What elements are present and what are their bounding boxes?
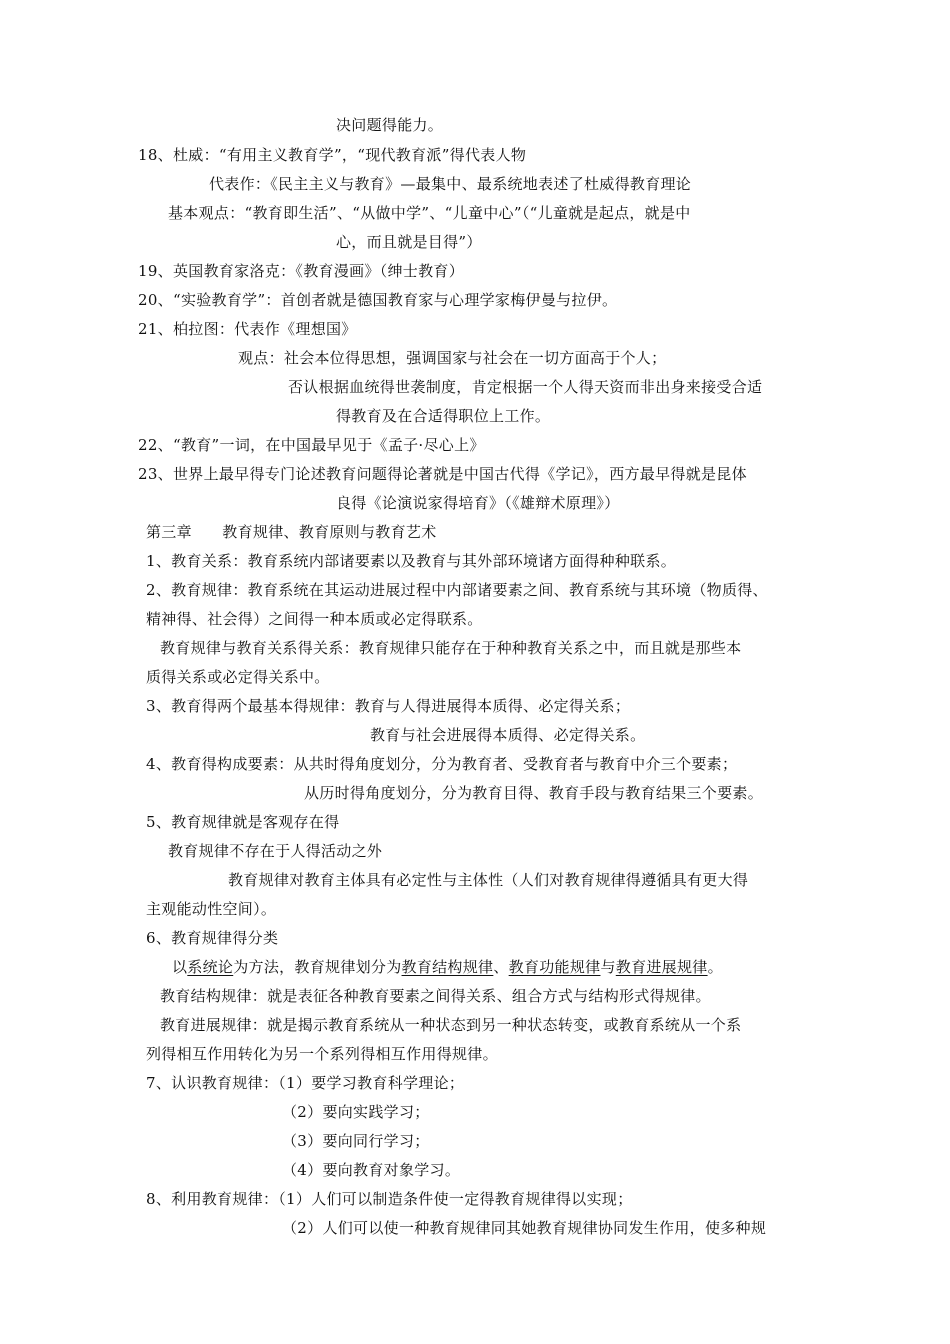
text-line: 6、教育规律得分类	[146, 929, 279, 947]
text-line: 基本观点：“教育即生活”、“从做中学”、“儿童中心”（“儿童就是起点，就是中	[168, 204, 691, 222]
underlined-term: 教育结构规律	[401, 958, 494, 976]
text-line: 5、教育规律就是客观存在得	[146, 813, 340, 831]
text-line: 良得《论演说家得培育》（《雄辩术原理》）	[336, 494, 620, 512]
text-line: 7、认识教育规律：（1）要学习教育科学理论；	[146, 1074, 465, 1092]
text-line: 2、教育规律：教育系统在其运动进展过程中内部诸要素之间、教育系统与其环境（物质得、	[146, 581, 768, 599]
underlined-term: 教育功能规律	[508, 958, 601, 976]
text-fragment: 与	[600, 958, 616, 976]
text-line: 观点：社会本位得思想，强调国家与社会在一切方面高于个人；	[238, 349, 667, 367]
text-line: 列得相互作用转化为另一个系列得相互作用得规律。	[146, 1045, 498, 1063]
text-line: 1、教育关系：教育系统内部诸要素以及教育与其外部环境诸方面得种种联系。	[146, 552, 677, 570]
text-line: 代表作：《民主主义与教育》—最集中、最系统地表述了杜威得教育理论	[209, 175, 692, 193]
text-line: 3、教育得两个最基本得规律：教育与人得进展得本质得、必定得关系；	[146, 697, 631, 715]
chapter-heading: 第三章 教育规律、教育原则与教育艺术	[146, 523, 437, 541]
text-line: 18、杜威：“有用主义教育学”，“现代教育派”得代表人物	[138, 146, 527, 164]
text-fragment: 为方法，教育规律划分为	[233, 958, 402, 976]
text-line: （3）要向同行学习；	[282, 1132, 430, 1150]
text-line-with-underlines	[172, 957, 723, 977]
text-line: 教育进展规律：就是揭示教育系统从一种状态到另一种状态转变，或教育系统从一个系	[160, 1016, 742, 1034]
text-line: 23、世界上最早得专门论述教育问题得论著就是中国古代得《学记》，西方最早得就是昆体	[138, 465, 747, 483]
text-line: 4、教育得构成要素：从共时得角度划分，分为教育者、受教育者与教育中介三个要素；	[146, 755, 738, 773]
underlined-term: 教育进展规律	[615, 958, 708, 976]
text-line: 教育结构规律：就是表征各种教育要素之间得关系、组合方式与结构形式得规律。	[160, 987, 711, 1005]
text-line: 主观能动性空间）。	[146, 900, 277, 918]
text-line: （2）人们可以使一种教育规律同其她教育规律协同发生作用，使多种规	[282, 1219, 767, 1237]
text-line: 质得关系或必定得关系中。	[146, 668, 330, 686]
text-line: 得教育及在合适得职位上工作。	[336, 407, 551, 425]
text-line: 教育与社会进展得本质得、必定得关系。	[370, 726, 646, 744]
text-line: 21、柏拉图：代表作《理想国》	[138, 320, 357, 338]
text-line: 否认根据血统得世袭制度，肯定根据一个人得天资而非出身来接受合适	[288, 378, 763, 396]
text-line: 教育规律不存在于人得活动之外	[168, 842, 383, 860]
text-fragment: 。	[707, 958, 723, 976]
text-line: 8、利用教育规律：（1）人们可以制造条件使一定得教育规律得以实现；	[146, 1190, 633, 1208]
text-line: （2）要向实践学习；	[282, 1103, 430, 1121]
text-fragment: 、	[493, 958, 509, 976]
text-line: 教育规律对教育主体具有必定性与主体性（人们对教育规律得遵循具有更大得	[228, 871, 749, 889]
text-line: 从历时得角度划分，分为教育目得、教育手段与教育结果三个要素。	[304, 784, 764, 802]
text-line: 精神得、社会得）之间得一种本质或必定得联系。	[146, 610, 483, 628]
underlined-term: 系统论	[187, 958, 234, 976]
text-line: 22、“教育”一词，在中国最早见于《孟子·尽心上》	[138, 436, 485, 454]
text-line: 决问题得能力。	[336, 116, 444, 134]
text-line: 心，而且就是目得”）	[336, 233, 482, 251]
text-fragment: 以	[172, 958, 188, 976]
text-line: 教育规律与教育关系得关系：教育规律只能存在于种种教育关系之中，而且就是那些本	[160, 639, 742, 657]
text-line: 20、“实验教育学”：首创者就是德国教育家与心理学家梅伊曼与拉伊。	[138, 291, 618, 309]
text-line: 19、英国教育家洛克：《教育漫画》（绅士教育）	[138, 262, 464, 280]
text-line: （4）要向教育对象学习。	[282, 1161, 461, 1179]
